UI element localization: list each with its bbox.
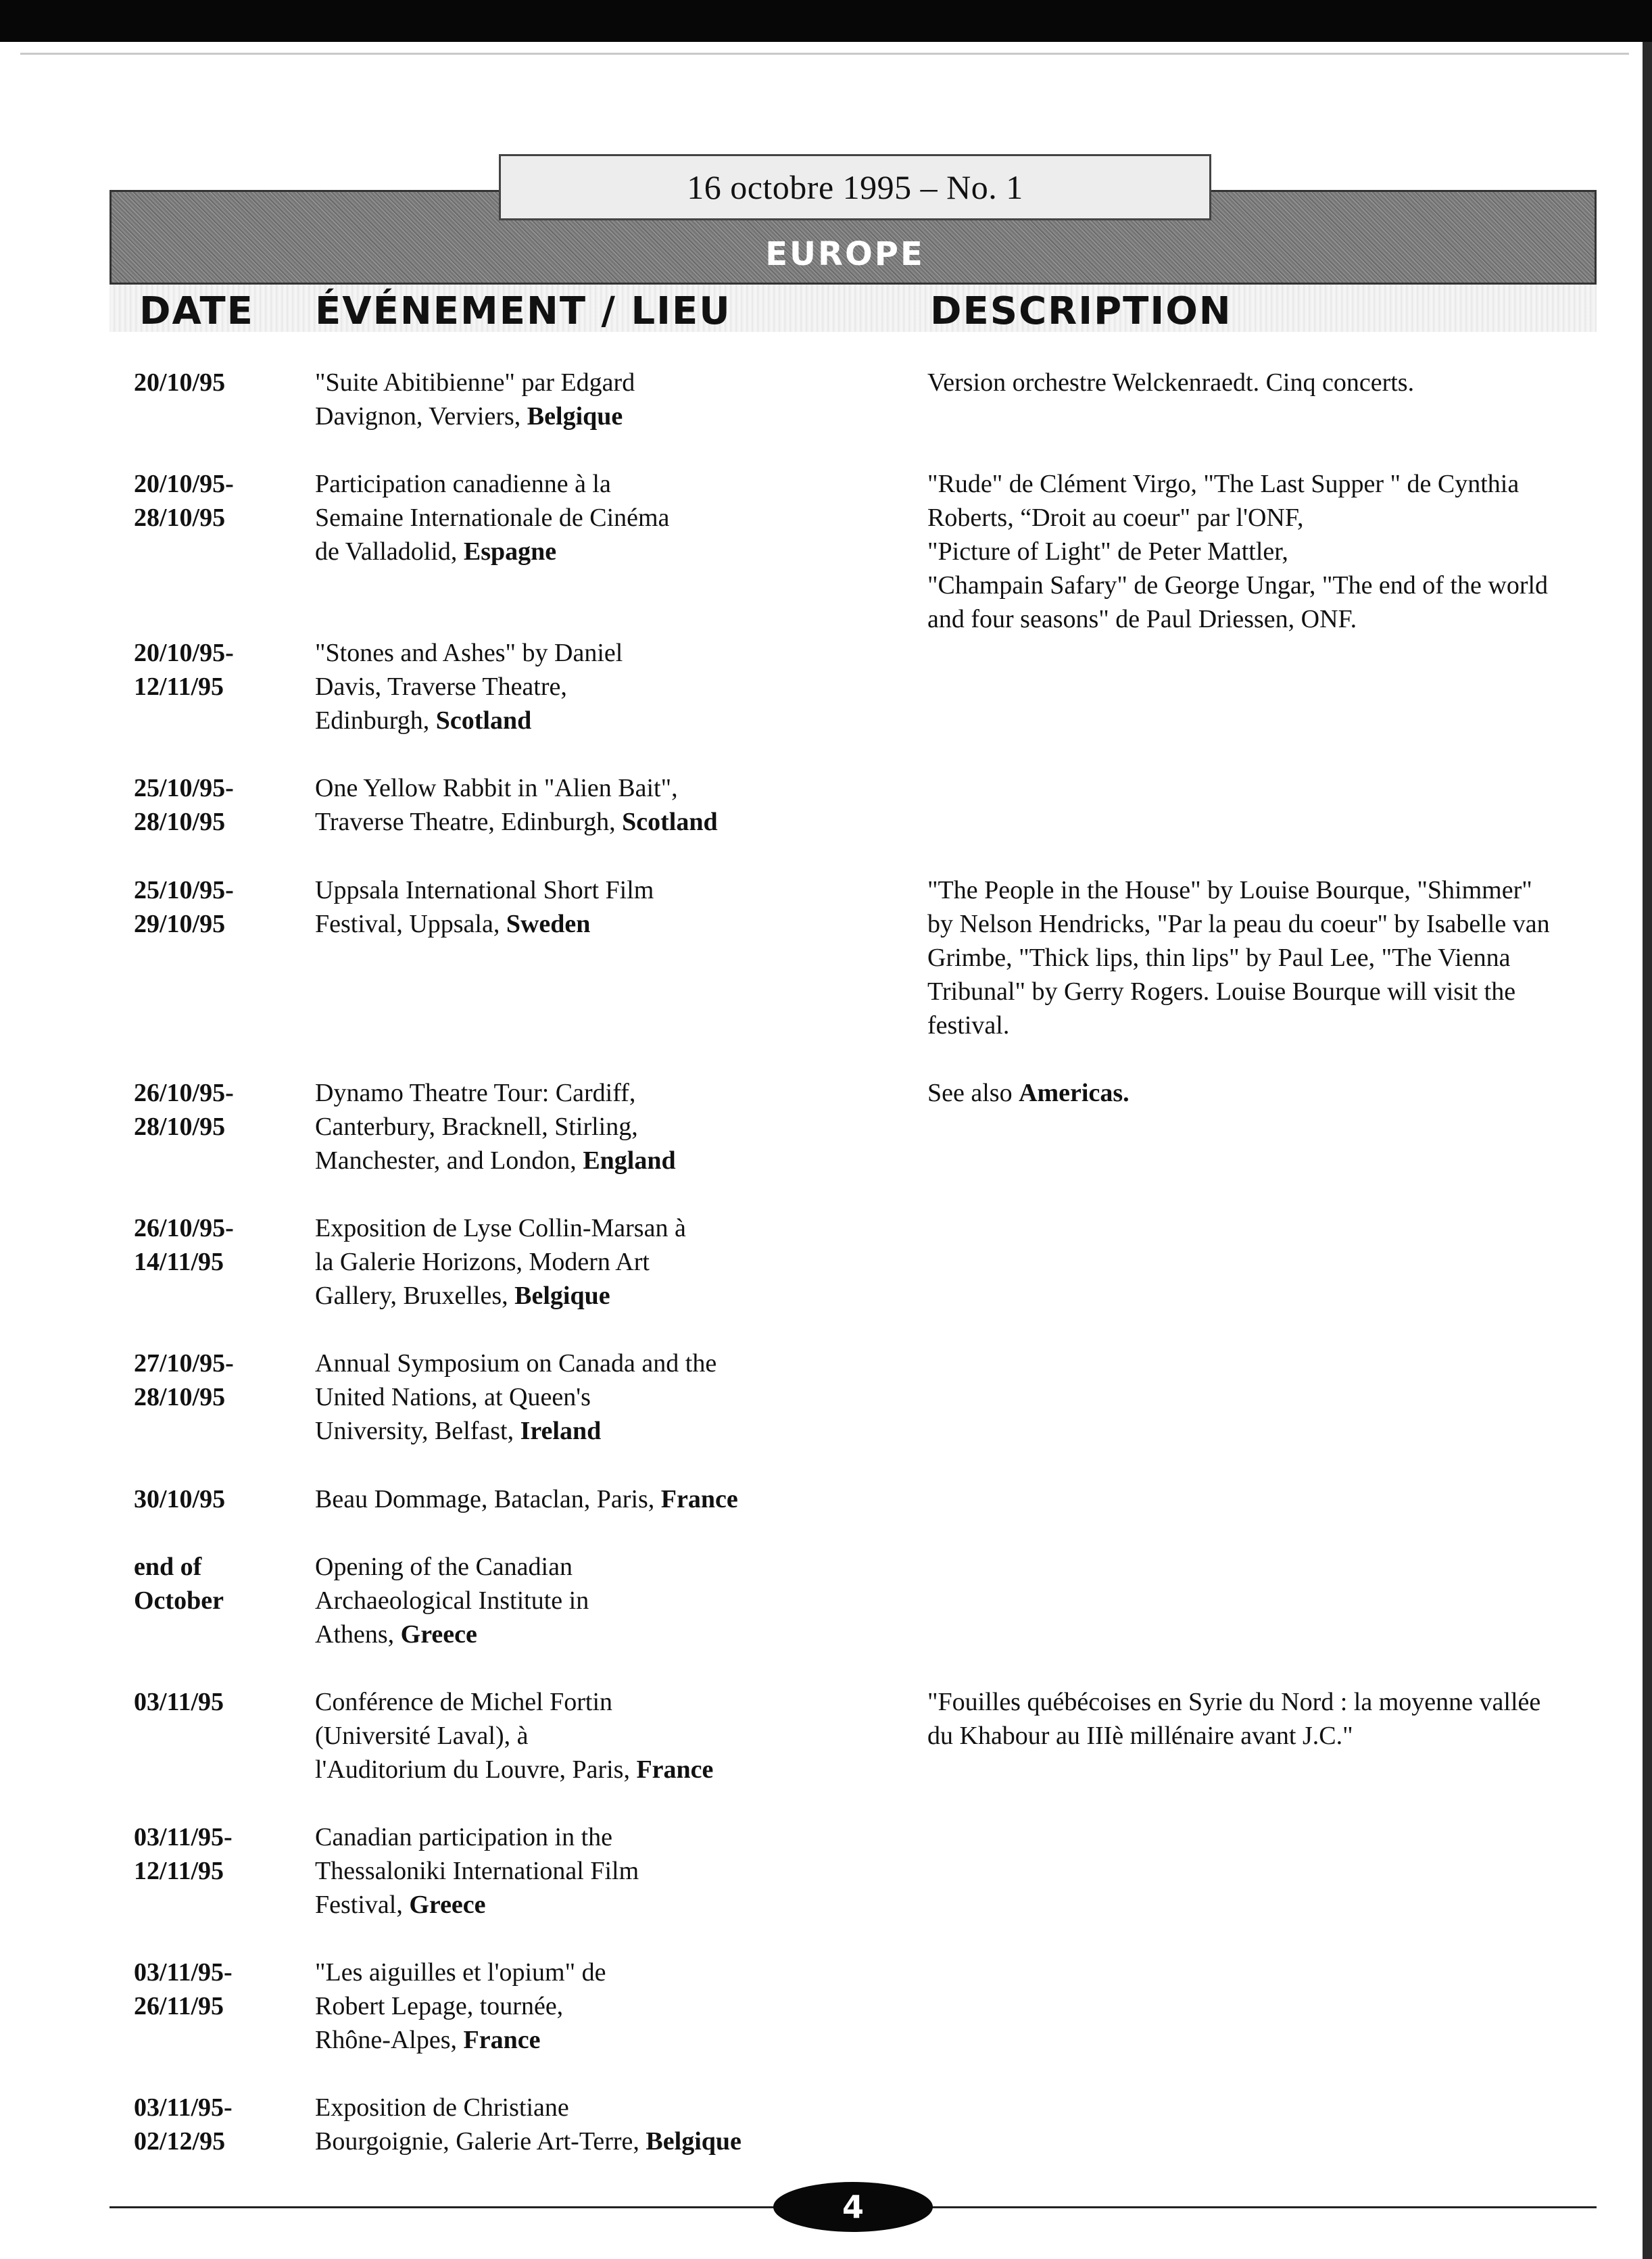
entry-event: Exposition de Christiane Bourgoignie, Galerie Art-Terre, Belgique <box>315 2093 742 2156</box>
entry-date: 20/10/95 <box>134 368 226 397</box>
entry-event: Conférence de Michel Fortin (Université Laval), à l'Auditorium du Louvre, Paris, France <box>315 1688 714 1784</box>
column-header-description: DESCRIPTION <box>930 289 1232 333</box>
entry-date: 03/11/95 <box>134 1688 224 1716</box>
entry-date: 25/10/95- 28/10/95 <box>134 774 234 836</box>
issue-header <box>499 154 1211 220</box>
entry-event: Beau Dommage, Bataclan, Paris, France <box>315 1485 738 1513</box>
scan-artifact-line <box>20 53 1629 55</box>
entry-event: Dynamo Theatre Tour: Cardiff, Canterbury, Bracknell, Stirling, Manchester, and London, England <box>315 1079 676 1175</box>
entry-date: 03/11/95- 02/12/95 <box>134 2093 233 2156</box>
page-number: 4 <box>842 2189 864 2225</box>
entry-description: "Rude" de Clément Virgo, "The Last Supper " de Cynthia Roberts, “Droit au coeur" par l'ONF, "Picture of Light" de Peter Mattler, "Champain Safary" de George Ungar, "The end of the world and four seasons" de Paul Driessen, ONF. <box>927 470 1549 633</box>
entry-event: "Suite Abitibienne" par Edgard Davignon, Verviers, Belgique <box>315 368 635 431</box>
entry-date: end of October <box>134 1553 224 1615</box>
region-title: EUROPE <box>765 235 925 273</box>
entry-event: One Yellow Rabbit in "Alien Bait", Traverse Theatre, Edinburgh, Scotland <box>315 774 718 836</box>
entry-date: 03/11/95- 12/11/95 <box>134 1823 233 1885</box>
entry-event: Uppsala International Short Film Festival, Uppsala, Sweden <box>315 876 654 938</box>
entry-event: Annual Symposium on Canada and the United Nations, at Queen's University, Belfast, Ireland <box>315 1349 717 1445</box>
entry-description: See also Americas. <box>927 1079 1129 1107</box>
entry-date: 26/10/95- 28/10/95 <box>134 1079 234 1141</box>
entry-event: "Les aiguilles et l'opium" de Robert Lepage, tournée, Rhône-Alpes, France <box>315 1958 606 2054</box>
column-header-event: ÉVÉNEMENT / LIEU <box>315 289 731 333</box>
scan-top-border <box>0 0 1652 42</box>
entry-event: Exposition de Lyse Collin-Marsan à la Galerie Horizons, Modern Art Gallery, Bruxelles, Belgique <box>315 1214 686 1310</box>
entry-description: "Fouilles québécoises en Syrie du Nord : la moyenne vallée du Khabour au IIIè millénaire avant J.C." <box>927 1688 1541 1750</box>
issue-date: 16 octobre 1995 – No. 1 <box>687 168 1023 206</box>
page-number-badge <box>773 2182 933 2232</box>
entry-date: 03/11/95- 26/11/95 <box>134 1958 233 2020</box>
entry-event: Canadian participation in the Thessaloniki International Film Festival, Greece <box>315 1823 639 1919</box>
column-header-date: DATE <box>139 289 254 333</box>
entry-date: 27/10/95- 28/10/95 <box>134 1349 234 1411</box>
entry-date: 26/10/95- 14/11/95 <box>134 1214 234 1276</box>
entry-date: 25/10/95- 29/10/95 <box>134 876 234 938</box>
entry-event: Participation canadienne à la Semaine Internationale de Cinéma de Valladolid, Espagne <box>315 470 670 566</box>
entry-date: 20/10/95- 28/10/95 <box>134 470 234 532</box>
entry-description: Version orchestre Welckenraedt. Cinq concerts. <box>927 368 1415 397</box>
entry-date: 20/10/95- 12/11/95 <box>134 639 234 701</box>
scan-right-border <box>1643 42 1652 2259</box>
entry-description: "The People in the House" by Louise Bourque, "Shimmer" by Nelson Hendricks, "Par la peau du coeur" by Isabelle van Grimbe, "Thick lips, thin lips" by Paul Lee, "The Vienna Tribunal" by Gerry Rogers. Louise Bourque will visit the festival. <box>927 876 1550 1040</box>
entry-date: 30/10/95 <box>134 1485 226 1513</box>
entry-event: "Stones and Ashes" by Daniel Davis, Traverse Theatre, Edinburgh, Scotland <box>315 639 623 735</box>
entry-event: Opening of the Canadian Archaeological Institute in Athens, Greece <box>315 1553 589 1649</box>
